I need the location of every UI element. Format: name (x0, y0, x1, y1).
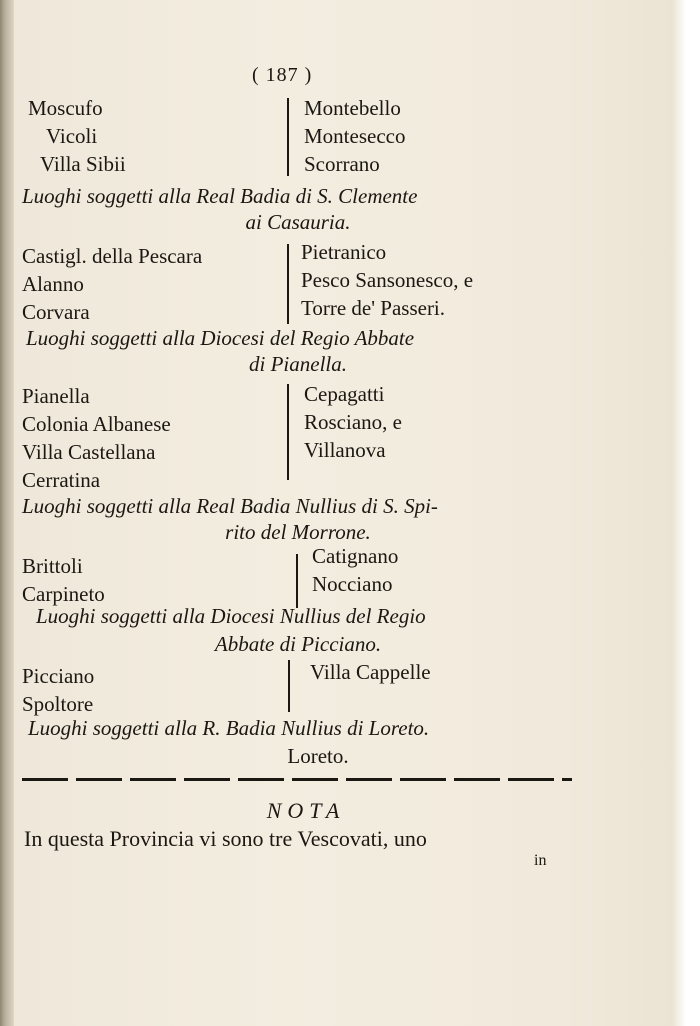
place-right: Pietranico (301, 240, 387, 264)
place-left: Villa Sibii (40, 152, 126, 176)
page-number: ( 187 ) (252, 64, 313, 86)
catchword: in (534, 852, 547, 869)
place-right: Villa Cappelle (310, 660, 431, 684)
column-divider (287, 98, 289, 176)
place-right: Cepagatti (304, 382, 385, 406)
place-left: Colonia Albanese (22, 412, 171, 436)
section-heading: Luoghi soggetti alla Diocesi Nullius del Regio (36, 604, 426, 628)
place-left: Spoltore (22, 692, 94, 716)
section-heading: Luoghi soggetti alla R. Badia Nullius di Loreto. (28, 716, 430, 740)
section-heading: Luoghi soggetti alla Diocesi del Regio Abbate (26, 326, 415, 350)
place-left: Villa Castellana (22, 440, 156, 464)
place-center: Loreto. (287, 744, 349, 768)
place-left: Cerratina (22, 468, 101, 492)
place-right: Rosciano, e (304, 410, 402, 434)
place-right: Torre de' Passeri. (301, 296, 446, 320)
column-divider (287, 244, 289, 324)
place-right: Pesco Sansonesco, e (301, 268, 474, 292)
place-left: Vicoli (46, 124, 98, 148)
nota-title: NOTA (266, 798, 346, 823)
place-left: Brittoli (22, 554, 83, 578)
separator-rule (22, 778, 572, 781)
place-right: Montesecco (304, 124, 406, 148)
section-heading: Luoghi soggetti alla Real Badia di S. Clemente (22, 184, 418, 208)
place-left: Castigl. della Pescara (22, 244, 203, 268)
section-heading-cont: ai Casauria. (245, 210, 351, 234)
place-left: Moscufo (28, 96, 103, 120)
section-heading: Luoghi soggetti alla Real Badia Nullius di S. Spi- (22, 494, 438, 518)
page-gutter (0, 0, 14, 1026)
place-left: Alanno (22, 272, 84, 296)
place-left: Picciano (22, 664, 95, 688)
column-divider (296, 554, 298, 608)
place-right: Montebello (304, 96, 401, 120)
section-heading-cont: rito del Morrone. (225, 520, 371, 544)
column-divider (287, 384, 289, 480)
place-left: Carpineto (22, 582, 105, 606)
nota-text: In questa Provincia vi sono tre Vescovati, uno (24, 826, 427, 851)
column-divider (288, 660, 290, 712)
place-right: Villanova (304, 438, 386, 462)
place-left: Corvara (22, 300, 90, 324)
place-right: Nocciano (312, 572, 393, 596)
section-heading-cont: Abbate di Picciano. (214, 632, 382, 656)
section-heading-cont: di Pianella. (249, 352, 347, 376)
place-right: Catignano (312, 544, 399, 568)
place-left: Pianella (22, 384, 90, 408)
place-right: Scorrano (304, 152, 380, 176)
